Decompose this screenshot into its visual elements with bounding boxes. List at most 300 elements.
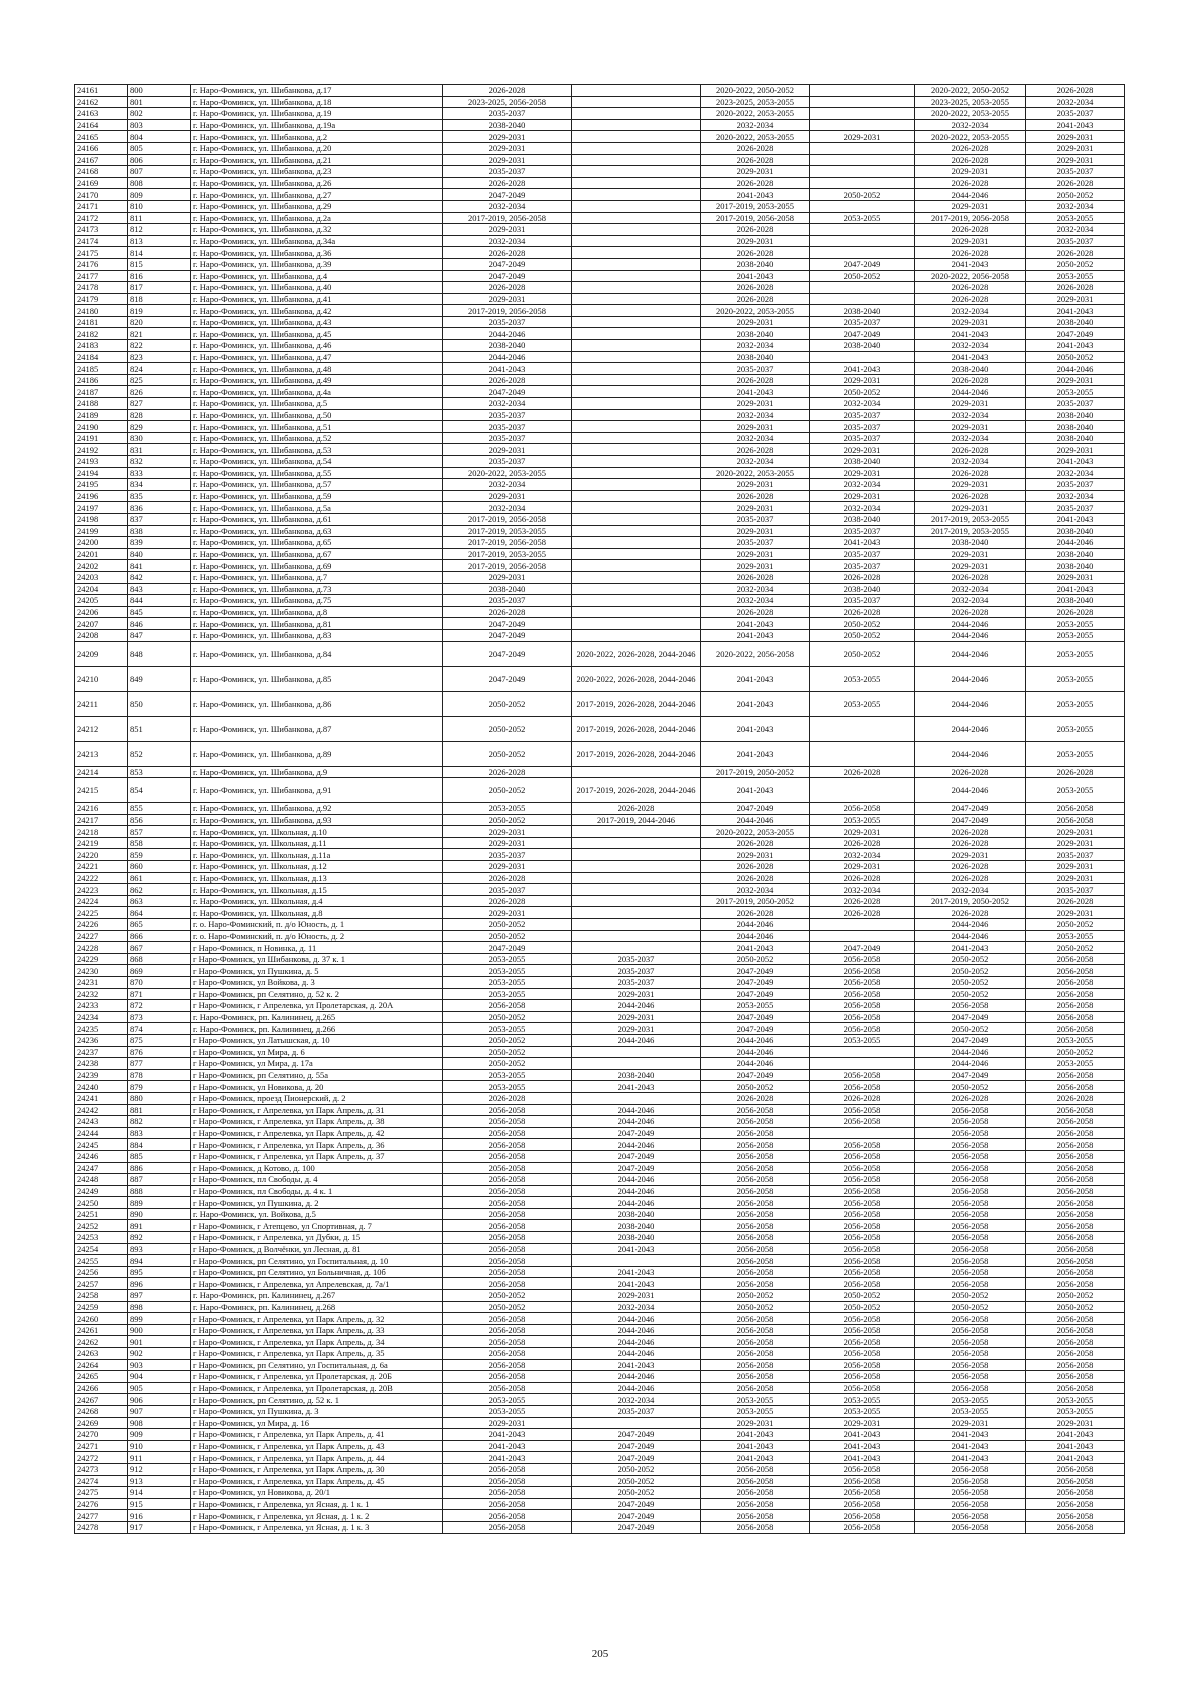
- table-cell: 823: [128, 351, 191, 363]
- table-row: [75, 1463, 1125, 1475]
- table-cell: г Наро-Фоминск, рп Селятино, ул Больничная, д. 10б: [191, 1266, 443, 1278]
- table-cell: 2047-2049: [701, 1011, 810, 1023]
- table-cell: 2029-2031: [1026, 142, 1125, 154]
- table-row: [75, 1301, 1125, 1313]
- table-cell: г. Наро-Фоминск, ул. Шибанкова, д.91: [191, 778, 443, 803]
- table-row: [75, 96, 1125, 108]
- table-cell: г. Наро-Фоминск, ул. Шибанкова, д.59: [191, 490, 443, 502]
- table-cell: 2035-2037: [1026, 884, 1125, 896]
- table-cell: [572, 328, 701, 340]
- table-cell: г Наро-Фоминск, г Апрелевка, ул Парк Апрель, д. 36: [191, 1139, 443, 1151]
- table-cell: 2020-2022, 2056-2058: [915, 270, 1026, 282]
- table-cell: 2056-2058: [443, 1000, 572, 1012]
- table-cell: 2041-2043: [701, 666, 810, 691]
- table-cell: [572, 919, 701, 931]
- table-row: [75, 803, 1125, 815]
- table-cell: 2050-2052: [443, 716, 572, 741]
- table-row: [75, 930, 1125, 942]
- table-row: [75, 814, 1125, 826]
- table-cell: 2041-2043: [1026, 1440, 1125, 1452]
- table-cell: 2044-2046: [572, 1174, 701, 1186]
- table-cell: г. Наро-Фоминск, ул. Шибанкова, д.34а: [191, 235, 443, 247]
- table-cell: 876: [128, 1046, 191, 1058]
- table-cell: г. Наро-Фоминск, ул. Шибанкова, д.85: [191, 666, 443, 691]
- table-cell: 24179: [75, 293, 128, 305]
- table-cell: 2029-2031: [915, 316, 1026, 328]
- table-cell: 24239: [75, 1069, 128, 1081]
- table-cell: 2032-2034: [701, 409, 810, 421]
- table-cell: 2053-2055: [701, 1394, 810, 1406]
- table-cell: [810, 351, 915, 363]
- table-cell: 2056-2058: [1026, 1208, 1125, 1220]
- table-cell: 2026-2028: [701, 293, 810, 305]
- table-cell: 2029-2031: [915, 548, 1026, 560]
- table-cell: г. Наро-Фоминск, ул. Шибанкова, д.7: [191, 571, 443, 583]
- table-cell: 2038-2040: [1026, 421, 1125, 433]
- table-cell: 2056-2058: [810, 1498, 915, 1510]
- table-cell: 889: [128, 1197, 191, 1209]
- table-cell: 2029-2031: [915, 849, 1026, 861]
- table-cell: [572, 386, 701, 398]
- table-cell: 2032-2034: [701, 432, 810, 444]
- table-cell: 2056-2058: [1026, 814, 1125, 826]
- table-row: [75, 778, 1125, 803]
- table-cell: [572, 456, 701, 468]
- table-cell: 2047-2049: [915, 1011, 1026, 1023]
- table-cell: 2017-2019, 2050-2052: [701, 766, 810, 778]
- table-cell: 2026-2028: [701, 1092, 810, 1104]
- table-cell: 2041-2043: [1026, 456, 1125, 468]
- table-cell: 2050-2052: [443, 919, 572, 931]
- table-cell: 24265: [75, 1371, 128, 1383]
- table-cell: 24214: [75, 766, 128, 778]
- table-cell: 24258: [75, 1290, 128, 1302]
- table-cell: 24267: [75, 1394, 128, 1406]
- table-cell: [572, 872, 701, 884]
- table-cell: г. Наро-Фоминск, ул. Шибанкова, д.20: [191, 142, 443, 154]
- table-cell: 2056-2058: [915, 1475, 1026, 1487]
- table-cell: 2026-2028: [915, 142, 1026, 154]
- table-cell: г Наро-Фоминск, рп Селятино, ул Госпитальная, д. 10: [191, 1255, 443, 1267]
- table-cell: 2035-2037: [810, 548, 915, 560]
- table-cell: 2020-2022, 2026-2028, 2044-2046: [572, 641, 701, 666]
- table-cell: 2050-2052: [810, 189, 915, 201]
- table-cell: г. Наро-Фоминск, ул. Шибанкова, д.93: [191, 814, 443, 826]
- table-cell: 2029-2031: [1026, 293, 1125, 305]
- table-cell: 2056-2058: [1026, 1081, 1125, 1093]
- table-cell: 2056-2058: [701, 1104, 810, 1116]
- table-cell: 2056-2058: [443, 1510, 572, 1522]
- table-cell: 2029-2031: [810, 490, 915, 502]
- table-cell: 2056-2058: [443, 1197, 572, 1209]
- table-cell: 2026-2028: [701, 571, 810, 583]
- table-cell: 2026-2028: [443, 872, 572, 884]
- table-cell: 2056-2058: [443, 1139, 572, 1151]
- table-cell: 2050-2052: [810, 1301, 915, 1313]
- table-cell: 24266: [75, 1382, 128, 1394]
- table-cell: 24221: [75, 861, 128, 873]
- table-cell: [572, 421, 701, 433]
- table-cell: 24235: [75, 1023, 128, 1035]
- table-cell: 2056-2058: [443, 1174, 572, 1186]
- table-cell: 2041-2043: [915, 1440, 1026, 1452]
- table-cell: 814: [128, 247, 191, 259]
- table-cell: 2053-2055: [1026, 618, 1125, 630]
- table-cell: 2038-2040: [1026, 548, 1125, 560]
- table-cell: 24249: [75, 1185, 128, 1197]
- table-cell: [810, 119, 915, 131]
- table-cell: 2038-2040: [1026, 316, 1125, 328]
- table-cell: 2056-2058: [701, 1475, 810, 1487]
- table-cell: 2032-2034: [915, 583, 1026, 595]
- table-cell: 24207: [75, 618, 128, 630]
- table-cell: 2047-2049: [701, 988, 810, 1000]
- table-cell: 2056-2058: [915, 1487, 1026, 1499]
- table-cell: 2044-2046: [572, 1313, 701, 1325]
- table-cell: 2053-2055: [701, 1000, 810, 1012]
- table-cell: [572, 282, 701, 294]
- table-cell: г. Наро-Фоминск, ул. Шибанкова, д.52: [191, 432, 443, 444]
- table-cell: [810, 1058, 915, 1070]
- repair-schedule-table: [74, 84, 1125, 1534]
- table-cell: 2026-2028: [915, 177, 1026, 189]
- table-cell: 2044-2046: [915, 691, 1026, 716]
- table-cell: 2053-2055: [1026, 629, 1125, 641]
- table-cell: 2047-2049: [443, 618, 572, 630]
- table-row: [75, 1278, 1125, 1290]
- table-cell: 2056-2058: [915, 1313, 1026, 1325]
- table-cell: 2056-2058: [915, 1382, 1026, 1394]
- table-cell: 2032-2034: [701, 595, 810, 607]
- table-cell: 829: [128, 421, 191, 433]
- table-cell: 24244: [75, 1127, 128, 1139]
- table-cell: 2029-2031: [1026, 872, 1125, 884]
- table-cell: 2035-2037: [443, 108, 572, 120]
- table-cell: г Наро-Фоминск, ул Пушкина, д. 5: [191, 965, 443, 977]
- table-row: [75, 641, 1125, 666]
- table-cell: 2041-2043: [701, 270, 810, 282]
- table-cell: 2053-2055: [1026, 716, 1125, 741]
- table-cell: г. Наро-Фоминск, рп. Калининец, д.266: [191, 1023, 443, 1035]
- table-row: [75, 1069, 1125, 1081]
- table-cell: 2041-2043: [701, 716, 810, 741]
- table-cell: 2026-2028: [915, 293, 1026, 305]
- table-cell: 2032-2034: [915, 884, 1026, 896]
- table-cell: 24229: [75, 953, 128, 965]
- table-cell: 2053-2055: [810, 691, 915, 716]
- table-cell: 24175: [75, 247, 128, 259]
- table-cell: г. Наро-Фоминск, ул. Шибанкова, д.73: [191, 583, 443, 595]
- table-cell: 2032-2034: [915, 432, 1026, 444]
- table-cell: 2047-2049: [915, 803, 1026, 815]
- table-cell: 2035-2037: [572, 977, 701, 989]
- table-cell: 809: [128, 189, 191, 201]
- table-cell: 2029-2031: [1026, 837, 1125, 849]
- table-cell: г. Наро-Фоминск, ул. Шибанкова, д.4: [191, 270, 443, 282]
- table-row: [75, 691, 1125, 716]
- table-cell: 905: [128, 1382, 191, 1394]
- table-cell: [572, 432, 701, 444]
- table-cell: г Наро-Фоминск, г Апрелевка, ул Парк Апрель, д. 33: [191, 1324, 443, 1336]
- table-cell: 831: [128, 444, 191, 456]
- table-cell: 24256: [75, 1266, 128, 1278]
- table-cell: 2047-2049: [701, 965, 810, 977]
- table-cell: 2029-2031: [701, 560, 810, 572]
- table-cell: 2032-2034: [1026, 224, 1125, 236]
- table-cell: г. Наро-Фоминск, ул. Шибанкова, д.23: [191, 166, 443, 178]
- table-cell: г. Наро-Фоминск, ул. Шибанкова, д.26: [191, 177, 443, 189]
- table-cell: 2056-2058: [810, 1266, 915, 1278]
- table-cell: 2056-2058: [915, 1498, 1026, 1510]
- table-cell: [572, 142, 701, 154]
- table-cell: 2029-2031: [443, 154, 572, 166]
- table-cell: г. Наро-Фоминск, ул. Шибанкова, д.57: [191, 479, 443, 491]
- table-cell: 2056-2058: [915, 1324, 1026, 1336]
- table-cell: 2041-2043: [915, 942, 1026, 954]
- table-cell: 24196: [75, 490, 128, 502]
- table-row: [75, 479, 1125, 491]
- table-cell: 2044-2046: [572, 1371, 701, 1383]
- table-cell: 2050-2052: [443, 814, 572, 826]
- table-cell: 800: [128, 85, 191, 97]
- table-cell: г. Наро-Фоминск, ул. Шибанкова, д.18: [191, 96, 443, 108]
- table-cell: 2050-2052: [701, 1081, 810, 1093]
- table-cell: 2056-2058: [810, 1521, 915, 1533]
- table-cell: 2035-2037: [701, 363, 810, 375]
- table-cell: 885: [128, 1150, 191, 1162]
- table-cell: 2032-2034: [915, 340, 1026, 352]
- table-cell: [810, 1046, 915, 1058]
- table-cell: 24257: [75, 1278, 128, 1290]
- table-row: [75, 606, 1125, 618]
- table-cell: 2026-2028: [810, 872, 915, 884]
- table-cell: 24260: [75, 1313, 128, 1325]
- table-cell: [572, 502, 701, 514]
- table-cell: 2041-2043: [701, 942, 810, 954]
- table-cell: [572, 108, 701, 120]
- table-row: [75, 467, 1125, 479]
- table-cell: 2056-2058: [1026, 1487, 1125, 1499]
- table-cell: 897: [128, 1290, 191, 1302]
- table-cell: 2047-2049: [572, 1521, 701, 1533]
- table-cell: 841: [128, 560, 191, 572]
- table-cell: 2056-2058: [1026, 1116, 1125, 1128]
- table-cell: г. Наро-Фоминск, ул. Шибанкова, д.81: [191, 618, 443, 630]
- table-cell: 24197: [75, 502, 128, 514]
- table-cell: 899: [128, 1313, 191, 1325]
- table-cell: г Наро-Фоминск, ул Пушкина, д. 2: [191, 1197, 443, 1209]
- table-row: [75, 1348, 1125, 1360]
- table-cell: 2026-2028: [701, 154, 810, 166]
- table-cell: 2053-2055: [1026, 1034, 1125, 1046]
- table-cell: 872: [128, 1000, 191, 1012]
- table-cell: 2056-2058: [701, 1116, 810, 1128]
- table-cell: 2026-2028: [572, 803, 701, 815]
- table-cell: 24255: [75, 1255, 128, 1267]
- table-cell: 2056-2058: [701, 1266, 810, 1278]
- table-cell: 839: [128, 537, 191, 549]
- table-cell: 2032-2034: [1026, 467, 1125, 479]
- table-cell: 2017-2019, 2050-2052: [701, 895, 810, 907]
- table-cell: 824: [128, 363, 191, 375]
- table-cell: г Наро-Фоминск, г Апрелевка, ул Парк Апрель, д. 31: [191, 1104, 443, 1116]
- table-cell: г Наро-Фоминск, г Апрелевка, ул Парк Апрель, д. 30: [191, 1463, 443, 1475]
- table-cell: г. Наро-Фоминск, ул. Школьная, д.8: [191, 907, 443, 919]
- table-cell: 2029-2031: [443, 907, 572, 919]
- table-cell: 2038-2040: [572, 1208, 701, 1220]
- table-row: [75, 1440, 1125, 1452]
- table-cell: 2056-2058: [443, 1348, 572, 1360]
- table-cell: 2029-2031: [915, 479, 1026, 491]
- table-cell: 2056-2058: [701, 1243, 810, 1255]
- table-cell: 2056-2058: [1026, 1232, 1125, 1244]
- table-cell: 2044-2046: [915, 666, 1026, 691]
- table-cell: 2026-2028: [701, 861, 810, 873]
- table-cell: 2044-2046: [572, 1197, 701, 1209]
- table-cell: 882: [128, 1116, 191, 1128]
- table-cell: [572, 177, 701, 189]
- table-cell: 24224: [75, 895, 128, 907]
- table-cell: 2050-2052: [443, 1046, 572, 1058]
- table-cell: 2050-2052: [1026, 919, 1125, 931]
- table-row: [75, 1058, 1125, 1070]
- table-cell: 909: [128, 1429, 191, 1441]
- table-cell: 2056-2058: [443, 1127, 572, 1139]
- table-cell: 2056-2058: [701, 1150, 810, 1162]
- table-cell: 2053-2055: [443, 953, 572, 965]
- table-cell: 2056-2058: [915, 1150, 1026, 1162]
- table-cell: 2047-2049: [572, 1162, 701, 1174]
- table-cell: 2053-2055: [810, 814, 915, 826]
- table-cell: 2053-2055: [810, 666, 915, 691]
- table-cell: 2017-2019, 2053-2055: [443, 548, 572, 560]
- table-cell: 2035-2037: [572, 965, 701, 977]
- table-cell: 2038-2040: [1026, 560, 1125, 572]
- table-cell: 2047-2049: [810, 328, 915, 340]
- table-cell: 2029-2031: [443, 444, 572, 456]
- table-cell: 2017-2019, 2026-2028, 2044-2046: [572, 778, 701, 803]
- table-cell: г Наро-Фоминск, г Апрелевка, ул Ясная, д. 1 к. 1: [191, 1498, 443, 1510]
- table-cell: 2050-2052: [810, 629, 915, 641]
- table-cell: 2056-2058: [1026, 953, 1125, 965]
- table-cell: 847: [128, 629, 191, 641]
- table-cell: 840: [128, 548, 191, 560]
- table-cell: 2056-2058: [810, 1174, 915, 1186]
- table-cell: 2032-2034: [443, 502, 572, 514]
- table-cell: г Наро-Фоминск, г Апрелевка, ул Парк Апрель, д. 41: [191, 1429, 443, 1441]
- table-cell: 848: [128, 641, 191, 666]
- table-cell: г. Наро-Фоминск, ул. Шибанкова, д.39: [191, 258, 443, 270]
- table-cell: г Наро-Фоминск, рп Селятино, д. 52 к. 2: [191, 988, 443, 1000]
- table-cell: 2050-2052: [701, 1290, 810, 1302]
- table-cell: 2026-2028: [443, 1092, 572, 1104]
- table-cell: 2053-2055: [1026, 386, 1125, 398]
- table-cell: [572, 618, 701, 630]
- table-cell: 894: [128, 1255, 191, 1267]
- table-cell: 2044-2046: [572, 1324, 701, 1336]
- table-cell: 2035-2037: [701, 537, 810, 549]
- table-cell: 2056-2058: [915, 1162, 1026, 1174]
- table-cell: 2053-2055: [443, 1405, 572, 1417]
- table-cell: 2041-2043: [701, 691, 810, 716]
- table-cell: [572, 571, 701, 583]
- table-cell: [572, 467, 701, 479]
- table-cell: 24183: [75, 340, 128, 352]
- table-cell: [810, 177, 915, 189]
- table-cell: 2056-2058: [701, 1348, 810, 1360]
- table-cell: 2050-2052: [443, 930, 572, 942]
- table-cell: г Наро-Фоминск, г Апрелевка, ул Парк Апрель, д. 42: [191, 1127, 443, 1139]
- table-cell: [572, 444, 701, 456]
- table-cell: г. Наро-Фоминск, ул. Школьная, д.10: [191, 826, 443, 838]
- table-cell: г Наро-Фоминск, г Апрелевка, ул Пролетарская, д. 20В: [191, 1382, 443, 1394]
- table-cell: 24165: [75, 131, 128, 143]
- table-cell: г Наро-Фоминск, г Апрелевка, ул Парк Апрель, д. 34: [191, 1336, 443, 1348]
- table-row: [75, 907, 1125, 919]
- table-cell: 24240: [75, 1081, 128, 1093]
- table-cell: 2056-2058: [810, 1487, 915, 1499]
- table-cell: 2056-2058: [810, 1463, 915, 1475]
- table-row: [75, 618, 1125, 630]
- table-cell: 895: [128, 1266, 191, 1278]
- table-cell: [572, 930, 701, 942]
- table-row: [75, 1011, 1125, 1023]
- table-cell: 878: [128, 1069, 191, 1081]
- table-cell: [572, 374, 701, 386]
- table-cell: 875: [128, 1034, 191, 1046]
- table-cell: [572, 606, 701, 618]
- table-cell: 2047-2049: [443, 942, 572, 954]
- table-row: [75, 1174, 1125, 1186]
- table-cell: 24164: [75, 119, 128, 131]
- table-cell: 2026-2028: [443, 766, 572, 778]
- table-cell: 896: [128, 1278, 191, 1290]
- table-cell: 816: [128, 270, 191, 282]
- table-row: [75, 1452, 1125, 1464]
- table-cell: 2041-2043: [701, 741, 810, 766]
- table-row: [75, 548, 1125, 560]
- table-row: [75, 85, 1125, 97]
- table-cell: 2035-2037: [810, 595, 915, 607]
- table-cell: [572, 907, 701, 919]
- table-row: [75, 895, 1125, 907]
- table-cell: 2029-2031: [701, 316, 810, 328]
- table-cell: 2020-2022, 2053-2055: [701, 131, 810, 143]
- table-cell: 2056-2058: [1026, 1139, 1125, 1151]
- table-cell: 2056-2058: [810, 1324, 915, 1336]
- table-cell: 2026-2028: [915, 571, 1026, 583]
- table-row: [75, 1475, 1125, 1487]
- table-cell: 2056-2058: [915, 1336, 1026, 1348]
- table-cell: 2056-2058: [1026, 965, 1125, 977]
- table-cell: 2053-2055: [1026, 1058, 1125, 1070]
- table-cell: 2032-2034: [915, 409, 1026, 421]
- table-cell: 24226: [75, 919, 128, 931]
- table-cell: 24222: [75, 872, 128, 884]
- table-cell: [572, 351, 701, 363]
- table-cell: 24185: [75, 363, 128, 375]
- table-cell: 24199: [75, 525, 128, 537]
- table-cell: 2026-2028: [810, 907, 915, 919]
- table-cell: 24269: [75, 1417, 128, 1429]
- table-cell: 2029-2031: [443, 490, 572, 502]
- table-cell: 24184: [75, 351, 128, 363]
- table-cell: 2041-2043: [1026, 119, 1125, 131]
- table-cell: 2056-2058: [810, 1069, 915, 1081]
- table-cell: [572, 189, 701, 201]
- table-row: [75, 525, 1125, 537]
- table-cell: 24248: [75, 1174, 128, 1186]
